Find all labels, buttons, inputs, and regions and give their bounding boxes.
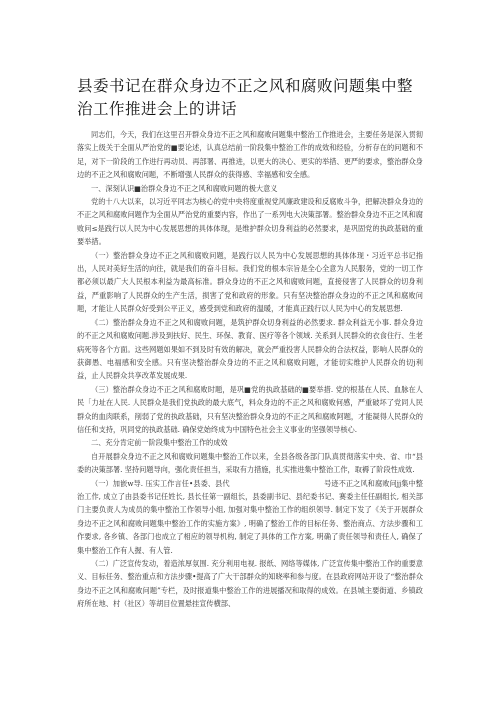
body-paragraph: 党的十八大以来，以习近平同志为核心的党中央将度重视党风廉政建设和反腐败斗争，把解决群众身边的不正之风和腐败问题作为全面从严治党的重要内容，作出了一系列电大决策部署。整治群众身边不正之风和腐败问≤是践行以人民为中心发展思想的具体体现，是维护群众切身利益的必然要求，是巩固党的执政基础的重要举措。 <box>77 197 423 247</box>
body-paragraph: 自开展群众身边不正之风和腐败问题集中整治工作以来，全县各级各部门队真贯彻落实中央、省、巾“县委的决策部署. 坚持问题导向，强化责任担当，采取有力措施，扎实推进集中整治工作，取褥了阶段性成效. <box>77 451 423 475</box>
body-paragraph: （二）广泛宣传发动，着造浓厚氛围. 充分利用电视. 报纸、网络等媒体, 广泛宣传集中整治工作的重要意义、目标任务、整治重点和方法步骤•提高了广大干部群众的知晓率和参与度。在县政府网站开设了“整治群众身边不正之风和腐败问题”专栏，及时报道集中整治工作的进展播况和取得的成效。在县城主要街道、乡镇政府所在地、村（社区）等胡目位置悬挂宣传横部、 <box>77 559 423 609</box>
section-heading: 二、充分肯定前一阶段集中整治工作的成效 <box>91 438 228 448</box>
body-paragraph: 同志们，今天，我们在这里召开群众身边不正之风和腐败问题集中整治工作推进会，主要任务是深入贯彻落实上级关于全面从严治党的■要论述，认真总结前一阶段集中整治工作的成效和经验，分析存在的问题和不足，对下一阶段的工作进行再动员、再部署、再推进，以更大的决心、更实的举措、更严的要求，整治群众身边的不正之风和腐败问题，不断增强人民群众的获得感、幸福感和安全感。 <box>77 130 423 180</box>
body-paragraph: （一）整治群众身边不正之风和腐败问题，是践行以人民为中心发展思想的具体体现・习近平总书记指出，人民对美好生活的向往，就是我们的奋斗目标。我们党的根本宗旨是全心全意为人民服务，党的一切工作都必须以最广大人民根本利益为最高标准。群众身边的不正之风和腐败问题，直接侵害了人民群众的切身利益，严重影响了人民群众的生产生活，损害了党和政府的形象。只有坚决整治群众身边的不正之风和腐败问题，才能让人民群众好受到公平正义，感受到党和政府的温暖，才能真正践行以人民为中心的发展思想. <box>77 250 423 314</box>
document-body <box>77 128 423 611</box>
body-paragraph: （三）整治群众身边不正之风和腐败时题，是巩■党的执政基础的■要举措. 党的根基在人民、血脉在人民「力址在人民. 人民群众是我们党执政的最大底气，料众身边的不正之风和腐败何感，严重破坏了党同人民群众的血肉联系，削弱了党的执政基础，只有坚决整治群众身边的不正之风和腐败阿题，才能凝得人民群众的信任和支持，巩同党的执政基础. 确保党始终成为中国特色社会主义事业的坚强领导核心. <box>77 384 423 434</box>
document-title: 县委书记在群众身边不正之风和腐败问题集中整治工作推进会上的讲话 <box>77 77 414 118</box>
body-paragraph: 《二）整治群众身边不正之风和腐败问题，是筑护群众切身利益的必然要求. 群众利益无小事. 群众身边的不正之风和腐败问题.涉及到扶好、民生、环保、教育、医疗等各个领域. 关系到人民群众的衣食住行、生老病死等各个方面。这些网题如果如不到及时有效的解决，就会严重投害人民群众的合法权益，影响人民群众的获御愚、电福感和安全感。只有坚决整治群众身边的不正之风和腐败问题，才能切实维护人民群众的切j利益，止人民群众共享改革发展成果. <box>77 317 423 381</box>
section-heading: 一、深刻认识■治群众身边不正之风和腐败问题的极大意义 <box>91 183 278 193</box>
body-paragraph: （一）加嵌w导. 压实工作言任•县委、县代 号迹不正之风和腐败问jj集中整治工作, 成立了由县委书记任姓长, 县长任第一副组长，县委副书记、县纪委书记、赛委主任任副组长, 相关部门主要负责人为成员的集中整治工作领导小组, 加强对集中整治工作的组织领导. 制定下发了《关于开展群众身边不正之风和腐败问题集中整治工作的实施方案》, 明确了整治工作的目标任务、整治商点、方法步骤和工作要求, 各乡镇、各部门也成立了相应的领导机构, 制定了具体的工作方案, 明确了责任领导和责任人, 确保了集中整治工作有人握、有人管. <box>77 478 423 555</box>
